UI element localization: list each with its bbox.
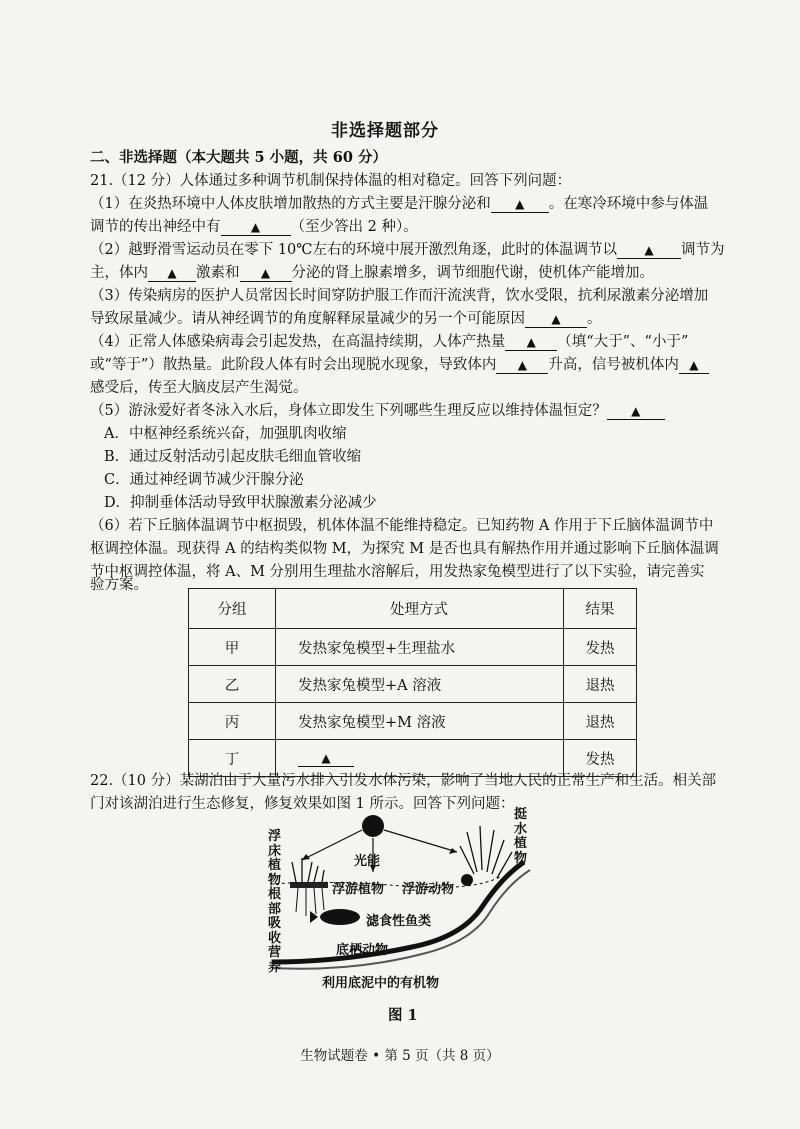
blank-marker: ▲	[517, 358, 527, 372]
q21-part1-line2	[90, 217, 418, 237]
answer-blank	[491, 196, 549, 213]
table-row	[189, 703, 637, 740]
q21-part3-line1: （3）传染病房的医护人员常因长时间穿防护服工作而汗流浃背，饮水受限，抗利尿激素分泌增加	[90, 288, 709, 304]
group-cell: 乙	[189, 666, 276, 703]
sun-icon	[362, 815, 384, 837]
blank-marker: ▲	[167, 266, 177, 280]
fish-tail	[310, 911, 318, 923]
option-a: A．中枢神经系统兴奋，加强肌肉收缩	[104, 426, 347, 442]
q21-part3-line2	[90, 309, 602, 329]
text: 调节为	[681, 242, 725, 258]
blank-marker: ▲	[260, 266, 271, 280]
text: 升高，信号被机体内	[548, 357, 679, 373]
q21-part4-line1	[90, 332, 688, 352]
column-header-result: 结果	[564, 589, 637, 629]
text: （1）在炎热环境中人体皮肤增加散热的方式主要是汗腺分泌和	[90, 196, 491, 212]
option-c: C．通过神经调节减少汗腺分泌	[104, 472, 304, 488]
q21-part4-line2	[90, 355, 709, 375]
label-benthic: 底栖动物	[336, 943, 389, 958]
table-row	[189, 666, 637, 703]
text: 分泌的肾上腺素增多，调节细胞代谢，使机体产能增加。	[291, 265, 654, 281]
q22-intro-line2: 门对该湖泊进行生态修复，修复效果如图 1 所示。回答下列问题：	[90, 796, 515, 812]
page-footer: 生物试题卷 • 第 5 页（共 8 页）	[300, 1048, 500, 1064]
group-cell: 丁	[189, 740, 276, 777]
arrowhead	[449, 848, 457, 854]
answer-blank	[679, 357, 709, 374]
answer-blank	[221, 219, 291, 236]
text: 。	[587, 311, 602, 327]
q21-part5	[90, 401, 665, 421]
column-header-group: 分组	[189, 589, 276, 629]
text: （4）正常人体感染病毒会引起发热，在高温持续期，人体产热量	[90, 334, 506, 350]
result-cell: 退热	[564, 666, 637, 703]
text: 或“等于”）散热量。此阶段人体有时会出现脱水现象，导致体内	[90, 357, 497, 373]
treatment-cell: 发热家兔模型+生理盐水	[276, 629, 564, 666]
treatment-cell: 发热家兔模型+M 溶液	[276, 703, 564, 740]
figure-caption: 图 1	[388, 1007, 418, 1024]
q22-intro-line1: 22.（10 分）某湖泊由于大量污水排入引发水体污染，影响了当地人民的正常生产和生活。相关部	[90, 773, 717, 789]
q21-part4-line3: 感受后，传至大脑皮层产生渴觉。	[90, 380, 308, 396]
fish-icon	[320, 909, 360, 925]
text: （2）越野滑雪运动员在零下 10℃左右的环境中展开激烈角逐，此时的体温调节以	[90, 242, 618, 258]
text: （5）游泳爱好者冬泳入水后，身体立即发生下列哪些生理反应以维持体温恒定？	[90, 403, 607, 419]
text: 导致尿量减少。请从神经调节的角度解释尿量减少的另一个可能原因	[90, 311, 525, 327]
option-d: D．抑制垂体活动导致甲状腺激素分泌减少	[104, 495, 377, 511]
light-arrow-right	[384, 830, 457, 852]
q21-part6-line4: 验方案。	[90, 577, 148, 593]
answer-blank	[525, 311, 587, 328]
label-zooplankton: 浮游动物	[402, 882, 455, 897]
emergent-plant-icon	[460, 826, 512, 878]
q21-part2-line2	[90, 263, 654, 283]
blank-marker: ▲	[551, 312, 561, 326]
answer-blank	[298, 750, 354, 767]
answer-blank	[607, 403, 665, 420]
answer-blank	[240, 265, 292, 282]
table-row	[189, 629, 637, 666]
result-cell: 发热	[564, 629, 637, 666]
q21-part1-line1	[90, 194, 708, 214]
label-filter-fish: 滤食性鱼类	[366, 914, 432, 929]
answer-blank	[505, 334, 557, 351]
blank-marker: ▲	[526, 335, 536, 349]
answer-blank	[617, 242, 681, 259]
text: （填“大于”、“小于”	[557, 334, 689, 350]
label-emergent-plants: 挺水植物	[514, 807, 528, 866]
label-light: 光能	[354, 854, 381, 869]
column-header-treatment: 处理方式	[276, 589, 564, 629]
answer-blank	[148, 265, 196, 282]
table-header-row	[189, 589, 637, 629]
blank-marker: ▲	[631, 404, 641, 418]
text: 主，体内	[90, 265, 148, 281]
q21-part6-line3: 节中枢调控体温，将 A、M 分别用生理盐水溶解后，用发热家兔模型进行了以下实验，请完善实	[90, 564, 705, 580]
result-cell: 退热	[564, 703, 637, 740]
result-cell: 发热	[564, 740, 637, 777]
section-header: 二、非选择题（本大题共 5 小题，共 60 分）	[90, 149, 387, 166]
lily-icon	[461, 874, 473, 886]
blank-marker: ▲	[689, 358, 699, 372]
section-title: 非选择题部分	[331, 121, 439, 141]
group-cell: 丙	[189, 703, 276, 740]
treatment-cell: 发热家兔模型+A 溶液	[276, 666, 564, 703]
option-b: B．通过反射活动引起皮肤毛细血管收缩	[104, 449, 362, 465]
ecosystem-figure	[262, 807, 542, 1002]
group-cell: 甲	[189, 629, 276, 666]
blank-marker: ▲	[515, 197, 525, 211]
text: 激素和	[196, 265, 240, 281]
text: 调节的传出神经中有	[90, 219, 221, 235]
q21-part2-line1	[90, 240, 725, 260]
text: （至少答出 2 种）。	[290, 219, 418, 235]
label-phytoplankton: 浮游植物	[332, 882, 385, 897]
text: 。在寒冷环境中参与体温	[548, 196, 709, 212]
q21-part6-line1: （6）若下丘脑体温调节中枢损毁，机体体温不能维持稳定。已知药物 A 作用于下丘脑体温调节中	[90, 518, 714, 534]
blank-marker: ▲	[644, 243, 654, 257]
q21-part6-line2: 枢调控体温。现获得 A 的结构类似物 M，为探究 M 是否也具有解热作用并通过影响下丘脑体温调	[90, 541, 719, 557]
label-sediment: 利用底泥中的有机物	[322, 976, 440, 991]
q21-intro: 21.（12 分）人体通过多种调节机制保持体温的相对稳定。回答下列问题：	[90, 173, 572, 189]
experiment-table	[188, 588, 637, 777]
answer-blank	[496, 357, 548, 374]
blank-marker: ▲	[250, 220, 261, 234]
blank-marker: ▲	[321, 750, 331, 765]
label-floating-plants: 浮床植物根部吸收营养	[268, 829, 282, 975]
light-arrow-left	[302, 830, 362, 860]
floating-plant-icon	[292, 858, 324, 882]
